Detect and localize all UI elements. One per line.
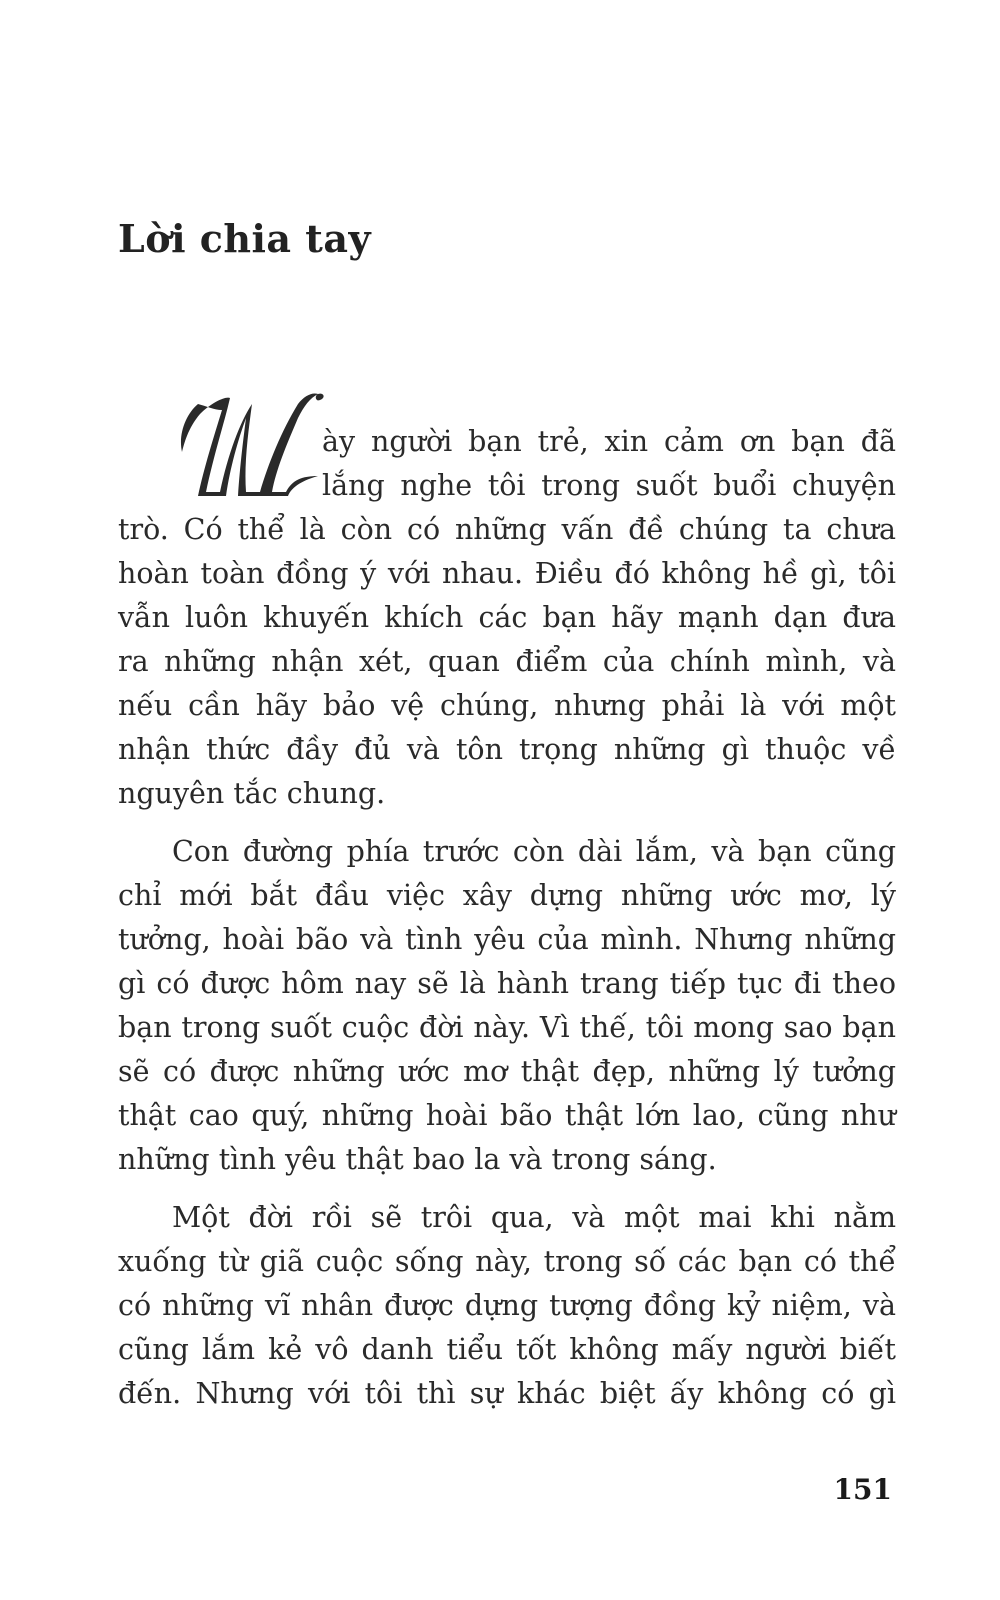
text-line: những tình yêu thật bao la và trong sáng. [118,1143,717,1176]
text-line: cũng lắm kẻ vô danh tiểu tốt không mấy người biết [118,1333,896,1366]
paragraph-2 [118,830,896,1182]
text-line: nguyên tắc chung. [118,777,386,810]
chapter-title: Lời chia tay [118,216,372,261]
text-line: vẫn luôn khuyến khích các bạn hãy mạnh dạn đưa [118,601,896,634]
text-line: lắng nghe tôi trong suốt buổi chuyện [322,469,896,502]
paragraph-1 [118,508,896,816]
text-line: đến. Nhưng với tôi thì sự khác biệt ấy không có gì [118,1377,896,1410]
drop-cap-letter [168,384,328,504]
text-line: Con đường phía trước còn dài lắm, và bạn cũng [172,835,896,868]
text-line: ra những nhận xét, quan điểm của chính mình, và [118,645,896,678]
text-line: hoàn toàn đồng ý với nhau. Điều đó không hề gì, tôi [118,557,896,590]
text-line: bạn trong suốt cuộc đời này. Vì thế, tôi mong sao bạn [118,1011,896,1044]
text-line: nhận thức đầy đủ và tôn trọng những gì thuộc về [118,733,896,766]
text-line: ày người bạn trẻ, xin cảm ơn bạn đã [322,425,896,458]
paragraph-1-opening [322,420,896,508]
text-line: sẽ có được những ước mơ thật đẹp, những lý tưởng [118,1055,896,1088]
text-line: tưởng, hoài bão và tình yêu của mình. Nhưng những [118,923,896,956]
text-line: xuống từ giã cuộc sống này, trong số các bạn có thể [118,1245,896,1278]
text-line: có những vĩ nhân được dựng tượng đồng kỷ niệm, và [118,1289,896,1322]
text-line: chỉ mới bắt đầu việc xây dựng những ước mơ, lý [118,879,896,912]
text-line: trò. Có thể là còn có những vấn đề chúng ta chưa [118,513,896,546]
text-line: nếu cần hãy bảo vệ chúng, nhưng phải là với một [118,689,896,722]
text-line: Một đời rồi sẽ trôi qua, và một mai khi nằm [172,1201,896,1234]
paragraph-3 [118,1196,896,1416]
text-line: gì có được hôm nay sẽ là hành trang tiếp tục đi theo [118,967,896,1000]
text-line: thật cao quý, những hoài bão thật lớn lao, cũng như [118,1099,896,1132]
page-number: 151 [833,1473,892,1506]
